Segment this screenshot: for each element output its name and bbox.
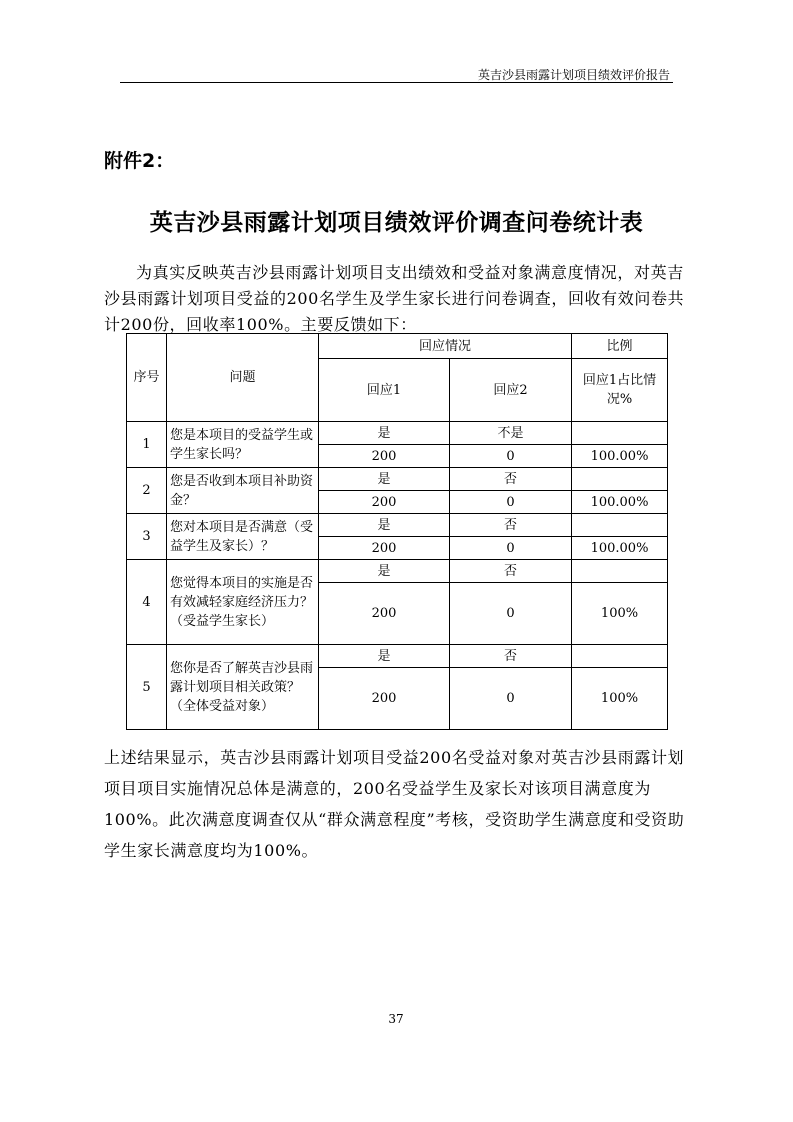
ratio-value: 100.00% xyxy=(572,445,668,468)
attachment-label: 附件2： xyxy=(104,150,175,172)
row-question: 您觉得本项目的实施是否有效减轻家庭经济压力？（受益学生家长） xyxy=(167,560,319,645)
row-question: 您对本项目是否满意（受益学生及家长）？ xyxy=(167,514,319,560)
header-response-group: 回应情况 xyxy=(319,334,572,359)
response1-count: 200 xyxy=(319,668,450,730)
ratio-blank xyxy=(572,468,668,491)
ratio-value: 100% xyxy=(572,668,668,730)
intro-paragraph: 为真实反映英吉沙县雨露计划项目支出绩效和受益对象满意度情况，对英吉沙县雨露计划项目受益的200名学生及学生家长进行问卷调查，回收有效问卷共计200份，回收率100%。主要反馈如下： xyxy=(104,263,685,334)
response2-label: 否 xyxy=(450,514,572,537)
header-rule xyxy=(120,82,673,83)
response1-count: 200 xyxy=(319,537,450,560)
header-response1: 回应1 xyxy=(319,359,450,422)
row-question: 您是本项目的受益学生或学生家长吗？ xyxy=(167,422,319,468)
response2-label: 不是 xyxy=(450,422,572,445)
header-ratio-group: 比例 xyxy=(572,334,668,359)
response1-label: 是 xyxy=(319,560,450,583)
row-index: 1 xyxy=(127,422,167,468)
running-header: 英吉沙县雨露计划项目绩效评价报告 xyxy=(477,68,670,82)
ratio-blank xyxy=(572,422,668,445)
response1-label: 是 xyxy=(319,468,450,491)
response2-count: 0 xyxy=(450,445,572,468)
response2-label: 否 xyxy=(450,560,572,583)
response2-label: 否 xyxy=(450,468,572,491)
response1-count: 200 xyxy=(319,583,450,645)
ratio-blank xyxy=(572,560,668,583)
ratio-blank xyxy=(572,514,668,537)
page-number: 37 xyxy=(388,1012,404,1026)
response1-label: 是 xyxy=(319,645,450,668)
row-index: 3 xyxy=(127,514,167,560)
ratio-value: 100.00% xyxy=(572,537,668,560)
header-index: 序号 xyxy=(127,334,167,422)
header-ratio: 回应1占比情况% xyxy=(572,359,668,422)
page-title: 英吉沙县雨露计划项目绩效评价调查问卷统计表 xyxy=(149,209,644,236)
conclusion-paragraph: 上述结果显示，英吉沙县雨露计划项目受益200名受益对象对英吉沙县雨露计划项目项目实施情况总体是满意的，200名受益学生及家长对该项目满意度为100%。此次满意度调查仅从“群众满意程度”考核，受资助学生满意度和受资助学生家长满意度均为100%。 xyxy=(104,748,685,860)
response2-count: 0 xyxy=(450,583,572,645)
survey-table xyxy=(126,333,668,730)
row-index: 2 xyxy=(127,468,167,514)
row-index: 5 xyxy=(127,645,167,730)
response2-label: 否 xyxy=(450,645,572,668)
response2-count: 0 xyxy=(450,668,572,730)
row-question: 您你是否了解英吉沙县雨露计划项目相关政策？（全体受益对象） xyxy=(167,645,319,730)
header-question: 问题 xyxy=(167,334,319,422)
response1-label: 是 xyxy=(319,422,450,445)
ratio-value: 100.00% xyxy=(572,491,668,514)
response2-count: 0 xyxy=(450,537,572,560)
row-index: 4 xyxy=(127,560,167,645)
response1-count: 200 xyxy=(319,491,450,514)
ratio-value: 100% xyxy=(572,583,668,645)
response2-count: 0 xyxy=(450,491,572,514)
response1-label: 是 xyxy=(319,514,450,537)
header-response2: 回应2 xyxy=(450,359,572,422)
ratio-blank xyxy=(572,645,668,668)
row-question: 您是否收到本项目补助资金？ xyxy=(167,468,319,514)
response1-count: 200 xyxy=(319,445,450,468)
